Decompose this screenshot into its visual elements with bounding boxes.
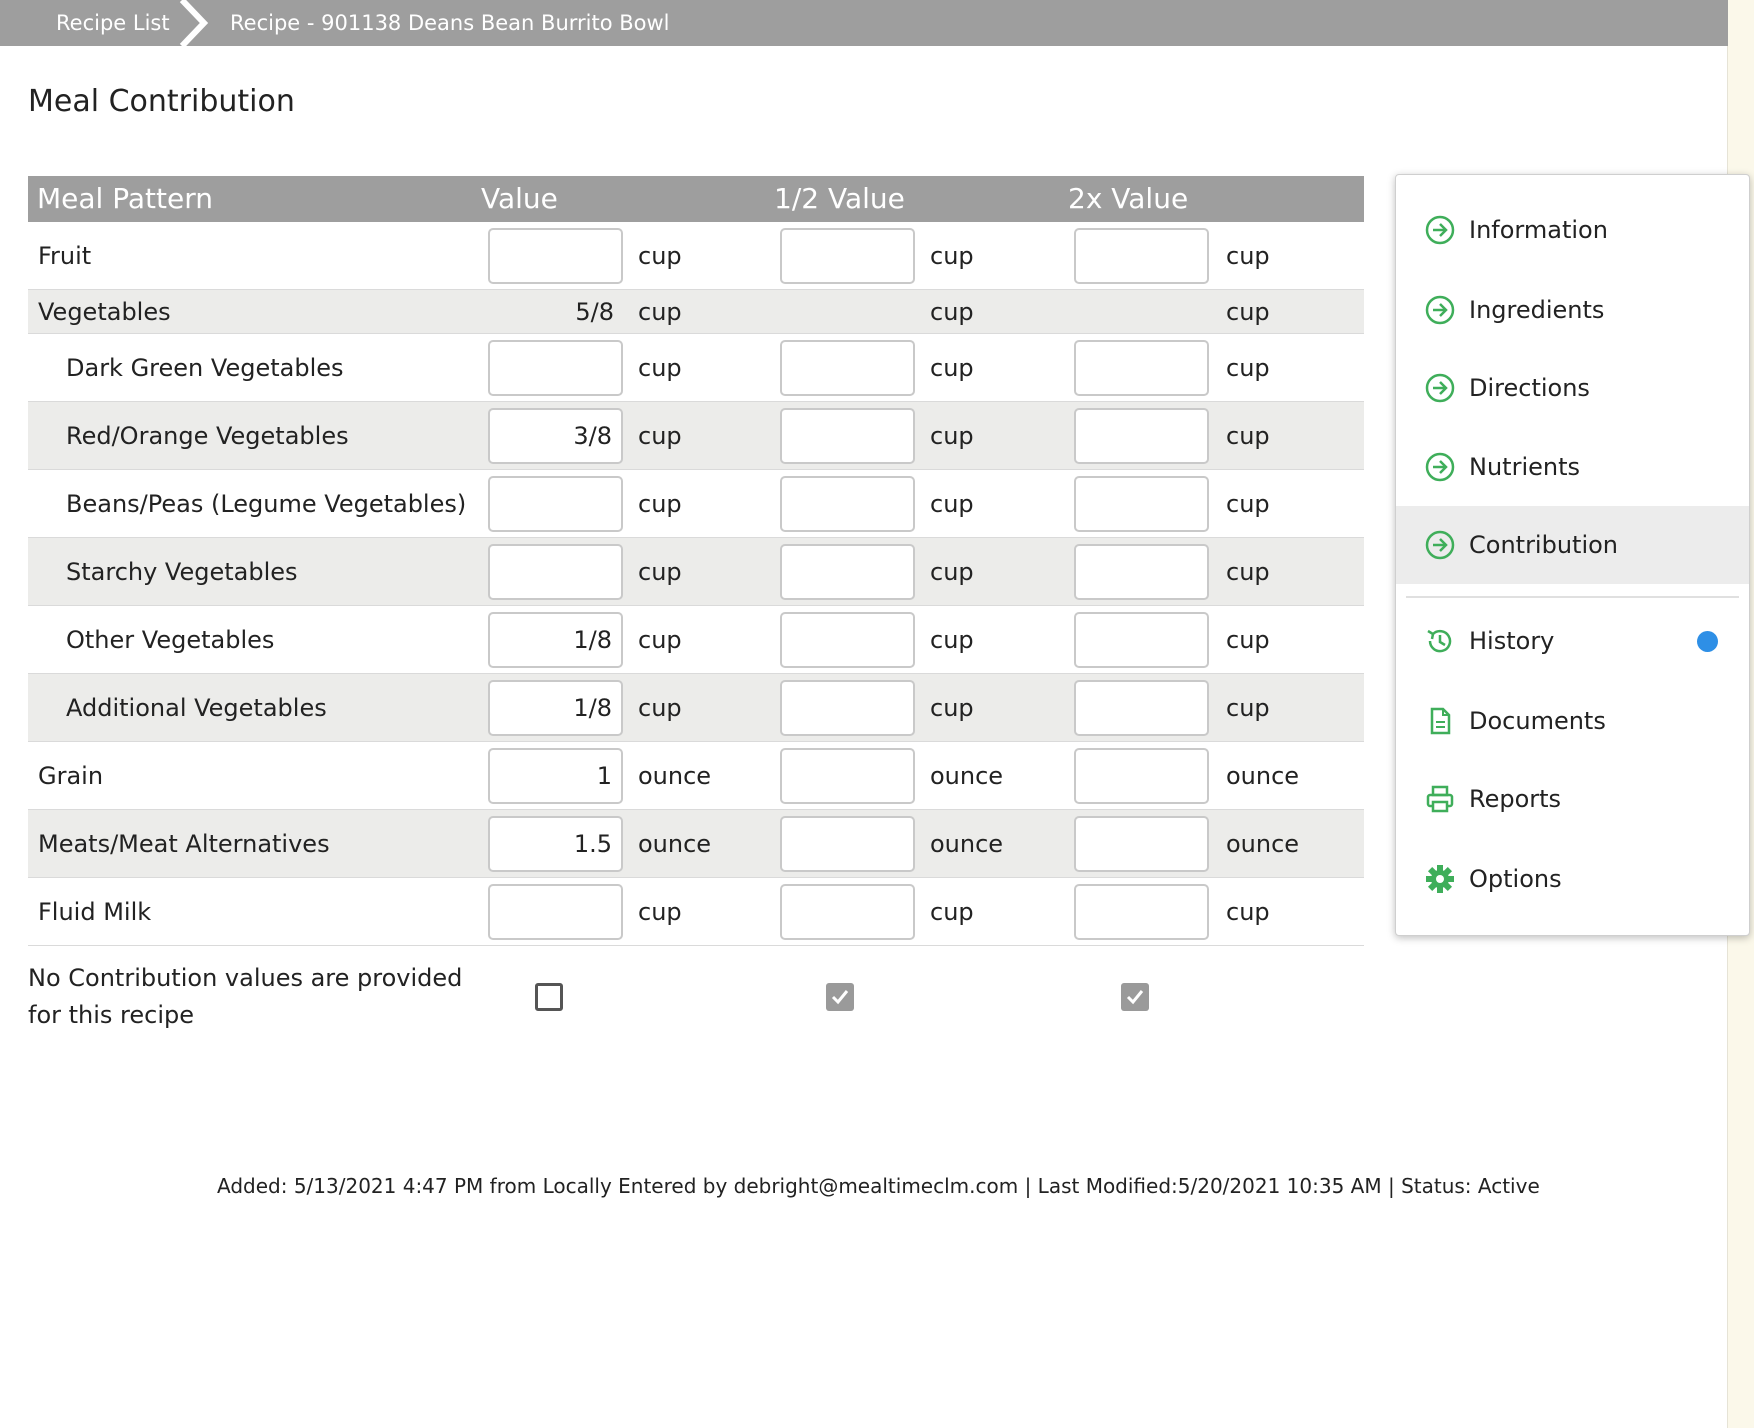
gear-icon [1424,863,1456,895]
unit-label: cup [638,298,682,326]
menu-item-label: History [1469,627,1555,655]
meal-pattern-label: Starchy Vegetables [66,558,298,586]
double-value-input[interactable] [1074,408,1209,464]
unit-label: cup [638,558,682,586]
printer-icon [1424,783,1456,815]
menu-item-documents[interactable] [1396,682,1749,760]
header-meal-pattern: Meal Pattern [37,182,213,215]
menu-item-history[interactable] [1396,602,1749,680]
menu-item-label: Ingredients [1469,296,1605,324]
history-icon [1424,625,1456,657]
meal-pattern-label: Beans/Peas (Legume Vegetables) [66,490,467,518]
document-icon [1424,705,1456,737]
table-row [28,402,1364,470]
double-value-input[interactable] [1074,228,1209,284]
unit-label: cup [930,490,974,518]
value-input[interactable] [488,340,623,396]
menu-item-directions[interactable] [1396,349,1749,427]
meal-contribution-table [28,176,1364,946]
unit-label: cup [638,354,682,382]
unit-label: cup [1226,298,1270,326]
value-input[interactable] [488,544,623,600]
value-input[interactable]: 3/8 [488,408,623,464]
unit-label: cup [1226,558,1270,586]
unit-label: cup [1226,694,1270,722]
menu-item-label: Information [1469,216,1608,244]
breadcrumb-recipe-list[interactable]: Recipe List [56,11,170,35]
unit-label: cup [930,298,974,326]
unit-label: ounce [1226,830,1300,858]
arrow-circle-right-icon [1424,294,1456,326]
unit-label: cup [930,242,974,270]
unit-label: cup [638,490,682,518]
menu-item-label: Reports [1469,785,1562,813]
double-value-input[interactable] [1074,680,1209,736]
unit-label: ounce [930,830,1004,858]
table-row [28,810,1364,878]
value-input[interactable] [488,476,623,532]
half-value-input[interactable] [780,612,915,668]
arrow-circle-right-icon [1424,451,1456,483]
menu-item-options[interactable] [1396,840,1749,918]
recipe-side-menu [1395,174,1750,936]
meal-pattern-label: Dark Green Vegetables [66,354,344,382]
half-value-input[interactable] [780,680,915,736]
half-value-input[interactable] [780,884,915,940]
value-input[interactable] [488,884,623,940]
breadcrumb [0,0,1728,46]
breadcrumb-current-recipe: Recipe - 901138 Deans Bean Burrito Bowl [230,11,670,35]
unit-label: cup [1226,422,1270,450]
unit-label: cup [638,242,682,270]
half-value-input[interactable] [780,340,915,396]
half-value-input[interactable] [780,476,915,532]
menu-divider [1406,596,1739,598]
table-row [28,222,1364,290]
double-value-input[interactable] [1074,816,1209,872]
unit-label: cup [930,422,974,450]
double-value-input[interactable] [1074,544,1209,600]
value-input[interactable]: 1/8 [488,612,623,668]
value-input[interactable]: 1/8 [488,680,623,736]
double-value-input[interactable] [1074,340,1209,396]
no-contribution-value-checkbox[interactable] [535,983,563,1011]
unit-label: ounce [930,762,1004,790]
half-value-input[interactable] [780,228,915,284]
menu-item-reports[interactable] [1396,760,1749,838]
header-half-value: 1/2 Value [774,182,905,215]
table-body [28,222,1364,946]
header-double-value: 2x Value [1068,182,1189,215]
menu-item-nutrients[interactable] [1396,428,1749,506]
menu-item-label: Options [1469,865,1562,893]
unit-label: cup [1226,490,1270,518]
double-value-input[interactable] [1074,476,1209,532]
arrow-circle-right-icon [1424,214,1456,246]
menu-item-label: Directions [1469,374,1590,402]
meal-pattern-label: Red/Orange Vegetables [66,422,349,450]
arrow-circle-right-icon [1424,529,1456,561]
value-input[interactable]: 1 [488,748,623,804]
value-input[interactable]: 1.5 [488,816,623,872]
table-row [28,878,1364,946]
unit-label: cup [1226,626,1270,654]
meal-pattern-label: Other Vegetables [66,626,275,654]
no-contribution-label: No Contribution values are provided for this recipe [28,964,463,1029]
arrow-circle-right-icon [1424,372,1456,404]
unit-label: cup [930,626,974,654]
unit-label: cup [638,626,682,654]
double-value-input[interactable] [1074,612,1209,668]
table-row [28,606,1364,674]
half-value-input[interactable] [780,748,915,804]
meal-pattern-label: Additional Vegetables [66,694,327,722]
unit-label: cup [930,694,974,722]
table-row [28,742,1364,810]
recipe-audit-info: Added: 5/13/2021 4:47 PM from Locally Entered by debright@mealtimeclm.com | Last Modified:5/20/2021 10:35 AM | Status: Active [217,1174,1540,1198]
table-header [28,176,1364,222]
double-value-input[interactable] [1074,748,1209,804]
half-value-input[interactable] [780,408,915,464]
unit-label: ounce [638,830,712,858]
menu-item-label: Contribution [1469,531,1619,559]
menu-item-contribution[interactable] [1396,506,1749,584]
menu-item-label: Documents [1469,707,1606,735]
no-contribution-double-checkbox[interactable] [1121,983,1149,1011]
unit-label: ounce [638,762,712,790]
table-row [28,538,1364,606]
table-row [28,290,1364,334]
value-input[interactable] [488,228,623,284]
unit-label: cup [638,694,682,722]
half-value-input[interactable] [780,544,915,600]
table-row [28,674,1364,742]
unit-label: cup [930,898,974,926]
meal-pattern-label: Fluid Milk [38,898,152,926]
unit-label: cup [1226,354,1270,382]
table-row [28,334,1364,402]
notification-dot-icon [1697,631,1718,652]
unit-label: cup [1226,242,1270,270]
menu-item-ingredients[interactable] [1396,271,1749,349]
meal-pattern-label: Meats/Meat Alternatives [38,830,330,858]
unit-label: cup [930,354,974,382]
unit-label: cup [638,422,682,450]
unit-label: cup [638,898,682,926]
unit-label: ounce [1226,762,1300,790]
meal-pattern-label: Fruit [38,242,92,270]
table-row [28,470,1364,538]
unit-label: cup [930,558,974,586]
breadcrumb-separator-icon [178,0,214,46]
header-value: Value [481,182,558,215]
half-value-input[interactable] [780,816,915,872]
no-contribution-half-checkbox[interactable] [826,983,854,1011]
value-readonly: 5/8 [575,298,614,326]
double-value-input[interactable] [1074,884,1209,940]
menu-item-label: Nutrients [1469,453,1580,481]
page-title: Meal Contribution [28,84,295,119]
unit-label: cup [1226,898,1270,926]
meal-pattern-label: Vegetables [38,298,171,326]
menu-item-information[interactable] [1396,191,1749,269]
meal-pattern-label: Grain [38,762,104,790]
